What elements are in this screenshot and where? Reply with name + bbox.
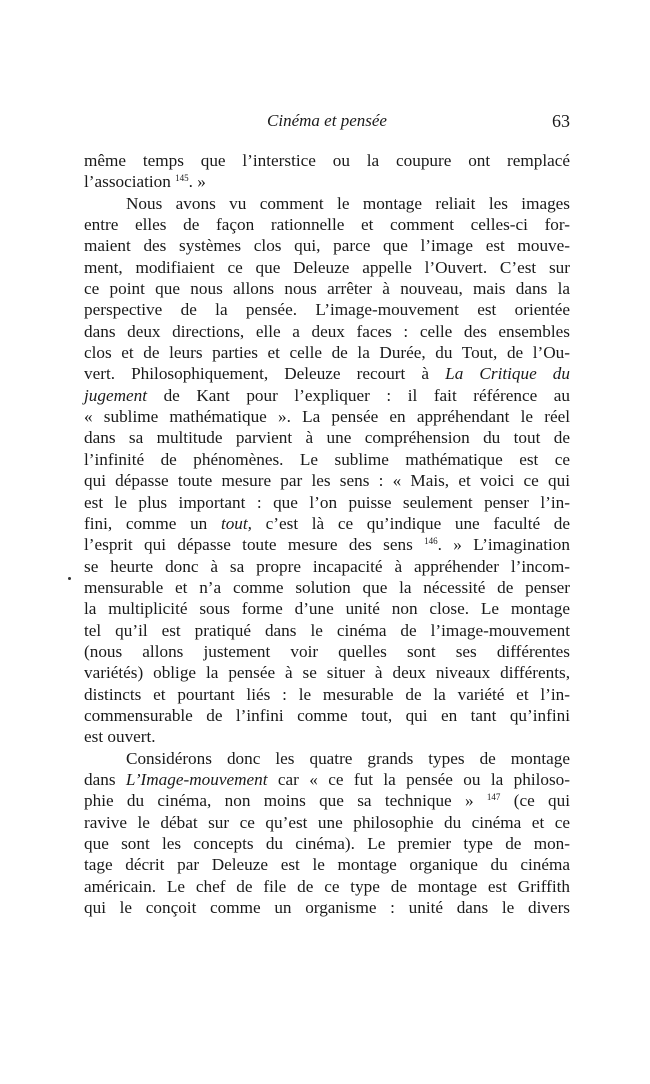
text-segment: se heurte donc à sa propre incapacité à appréhender l’incom- — [84, 556, 570, 576]
text-segment: variétés) oblige la pensée à se situer à deux niveaux différents, — [84, 663, 570, 683]
italic-text: jugement — [84, 385, 148, 405]
text-line — [84, 449, 570, 470]
text-segment: qui le conçoit comme un organisme : unité dans le divers — [84, 898, 570, 918]
text-segment: (ce qui — [500, 791, 570, 811]
text-line — [84, 769, 570, 790]
running-head-title: Cinéma et pensée — [267, 111, 387, 130]
text-segment: car « ce fut la pensée ou la philoso- — [267, 769, 570, 789]
italic-text: L’Image-mouvement — [125, 769, 268, 789]
text-segment: phie du cinéma, non moins que sa technique » — [84, 791, 487, 811]
text-segment: clos et de leurs parties et celle de la Durée, du Tout, de l’Ou- — [84, 343, 570, 363]
text-segment: « sublime mathématique ». La pensée en appréhendant le réel — [84, 407, 570, 427]
text-segment: dans deux directions, elle a deux faces : celle des ensembles — [84, 321, 570, 341]
footnote-ref: 145 — [175, 173, 189, 184]
text-line — [84, 513, 570, 534]
text-segment: l’esprit qui dépasse toute mesure des sens — [84, 535, 425, 555]
italic-text: La Critique du — [445, 364, 570, 384]
text-line — [84, 641, 570, 662]
text-line — [84, 427, 570, 448]
text-segment: tel qu’il est pratiqué dans le cinéma de l’image-mouvement — [84, 620, 570, 640]
text-line — [84, 598, 570, 619]
text-segment: la multiplicité sous forme d’une unité non close. Le montage — [84, 599, 570, 619]
text-line — [84, 534, 570, 555]
text-line — [84, 854, 570, 875]
text-line — [84, 299, 570, 320]
text-segment: est le plus important : que l’on puisse seulement penser l’in- — [84, 492, 570, 512]
text-segment: ravive le débat sur ce qu’est une philosophie du cinéma et ce — [84, 812, 570, 832]
text-line — [84, 214, 570, 235]
text-segment: dans — [84, 769, 126, 789]
text-segment: perspective de la pensée. L’image-mouvement est orientée — [84, 300, 570, 320]
text-line — [84, 193, 570, 214]
italic-text: tout, — [220, 513, 252, 533]
text-segment: ment, modifiaient ce que Deleuze appelle l’Ouvert. C’est sur — [84, 257, 570, 277]
text-line — [84, 812, 570, 833]
scan-speck — [68, 577, 71, 580]
text-line — [84, 171, 570, 192]
text-line — [84, 897, 570, 918]
text-line — [84, 235, 570, 256]
footnote-ref: 146 — [424, 536, 438, 547]
text-line — [84, 662, 570, 683]
text-segment: maient des systèmes clos qui, parce que l’image est mouve- — [84, 236, 570, 256]
text-segment: fini, comme un — [84, 513, 221, 533]
text-segment: ce point que nous allons nous arrêter à nouveau, mais dans la — [84, 279, 570, 299]
text-line — [84, 833, 570, 854]
text-line — [84, 705, 570, 726]
text-line — [84, 321, 570, 342]
text-segment: de Kant pour l’expliquer : il fait référence au — [147, 385, 570, 405]
text-segment: qui dépasse toute mesure par les sens : « Mais, et voici ce qui — [84, 471, 570, 491]
text-line — [84, 790, 570, 811]
text-segment: entre elles de façon rationnelle et comment celles-ci for- — [84, 215, 570, 235]
text-segment: l’association — [84, 172, 176, 192]
footnote-ref: 147 — [486, 792, 501, 803]
text-line — [84, 406, 570, 427]
text-line — [84, 684, 570, 705]
text-segment: américain. Le chef de file de ce type de montage est Griffith — [84, 876, 570, 896]
text-segment: tage décrit par Deleuze est le montage organique du cinéma — [84, 855, 570, 875]
text-segment: dans sa multitude parvient à une compréhension du tout de — [84, 428, 570, 448]
page-number: 63 — [552, 111, 570, 131]
text-line — [84, 470, 570, 491]
text-line — [84, 150, 570, 171]
text-line — [84, 257, 570, 278]
text-line — [84, 342, 570, 363]
text-line — [84, 556, 570, 577]
text-segment: l’infinité de phénomènes. Le sublime mathématique est ce — [84, 449, 570, 469]
text-segment: même temps que l’interstice ou la coupure ont remplacé — [84, 151, 570, 170]
text-line — [84, 748, 570, 769]
text-segment: (nous allons justement voir quelles sont ses différentes — [84, 641, 570, 661]
text-line — [84, 620, 570, 641]
text-segment: Nous avons vu comment le montage reliait les images — [126, 193, 570, 213]
text-segment: commensurable de l’infini comme tout, qui en tant qu’infini — [84, 705, 570, 725]
text-segment: c’est là ce qu’indique une faculté de — [251, 513, 570, 533]
text-line — [84, 363, 570, 384]
text-line — [84, 577, 570, 598]
text-line — [84, 876, 570, 897]
text-segment: distincts et pourtant liés : le mesurable de la variété et l’in- — [84, 684, 570, 704]
text-segment: . » — [188, 172, 206, 192]
text-segment: vert. Philosophiquement, Deleuze recourt à — [84, 364, 446, 384]
text-line — [84, 385, 570, 406]
text-segment: Considérons donc les quatre grands types de montage — [126, 748, 570, 768]
text-segment: mensurable et n’a comme solution que la nécessité de penser — [84, 577, 570, 597]
text-segment: est ouvert. — [84, 727, 156, 747]
text-line — [84, 726, 570, 747]
text-segment: . » L’imagination — [437, 535, 570, 555]
text-segment: que sont les concepts du cinéma). Le premier type de mon- — [84, 834, 570, 853]
body-text — [84, 150, 570, 918]
text-line — [84, 492, 570, 513]
running-head — [84, 111, 570, 135]
text-line — [84, 278, 570, 299]
